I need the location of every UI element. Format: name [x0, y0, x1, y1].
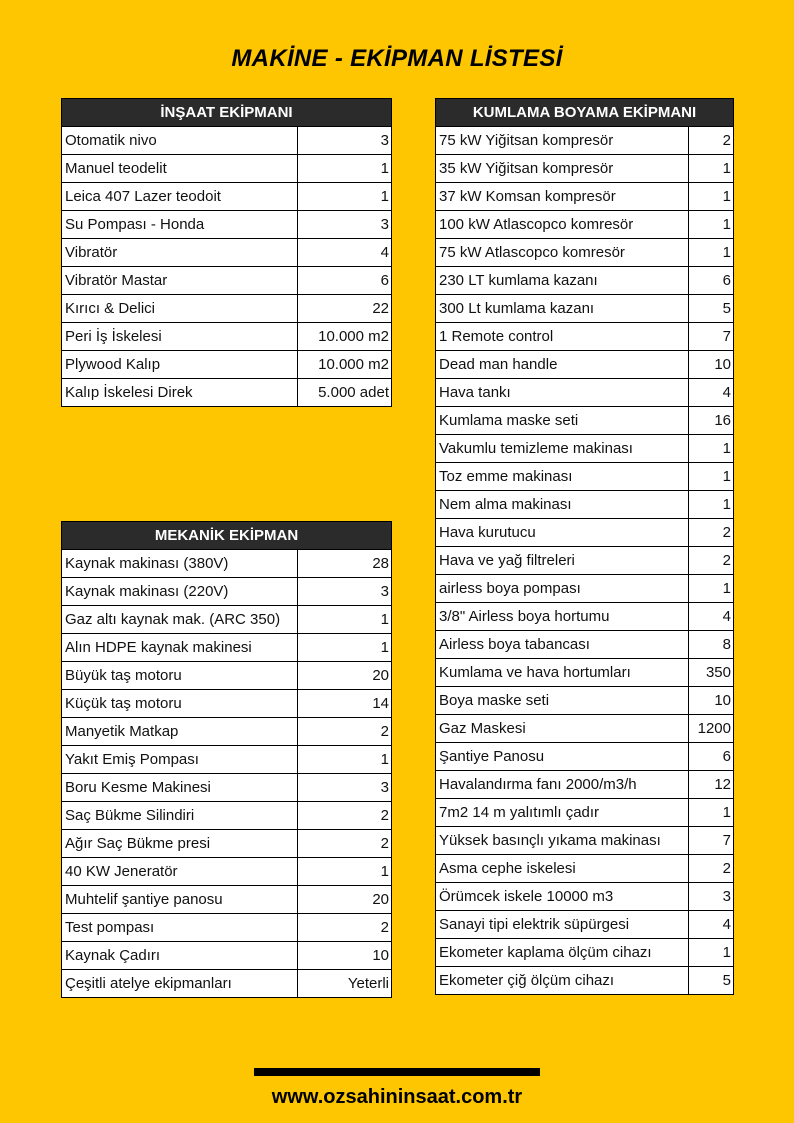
table-row: [436, 883, 734, 911]
equipment-quantity: 1: [689, 491, 734, 519]
equipment-quantity: 2: [689, 547, 734, 575]
equipment-quantity: 3: [298, 578, 392, 606]
equipment-quantity: 1: [689, 575, 734, 603]
table-row: [62, 774, 392, 802]
table-row: [62, 267, 392, 295]
equipment-quantity: 3: [298, 211, 392, 239]
equipment-quantity: Yeterli: [298, 970, 392, 998]
equipment-quantity: 6: [689, 267, 734, 295]
table-row: [436, 603, 734, 631]
equipment-name: 100 kW Atlascopco komresör: [436, 211, 689, 239]
equipment-quantity: 1: [689, 799, 734, 827]
equipment-name: Büyük taş motoru: [62, 662, 298, 690]
table-row: [62, 578, 392, 606]
equipment-name: Gaz Maskesi: [436, 715, 689, 743]
insaat-table-header: İNŞAAT EKİPMANI: [62, 99, 392, 127]
table-row: [436, 575, 734, 603]
equipment-name: 300 Lt kumlama kazanı: [436, 295, 689, 323]
equipment-name: Toz emme makinası: [436, 463, 689, 491]
table-row: [436, 631, 734, 659]
equipment-name: Manyetik Matkap: [62, 718, 298, 746]
page-title: MAKİNE - EKİPMAN LİSTESİ: [231, 45, 563, 72]
equipment-name: Çeşitli atelye ekipmanları: [62, 970, 298, 998]
table-row: [436, 911, 734, 939]
equipment-quantity: 2: [298, 718, 392, 746]
equipment-name: Yakıt Emiş Pompası: [62, 746, 298, 774]
equipment-quantity: 20: [298, 662, 392, 690]
equipment-quantity: 1200: [689, 715, 734, 743]
equipment-name: Boya maske seti: [436, 687, 689, 715]
equipment-name: Hava tankı: [436, 379, 689, 407]
table-row: [62, 606, 392, 634]
table-row: [62, 830, 392, 858]
table-row: [62, 351, 392, 379]
equipment-quantity: 1: [298, 746, 392, 774]
equipment-quantity: 4: [689, 379, 734, 407]
table-row: [436, 827, 734, 855]
equipment-name: Vibratör Mastar: [62, 267, 298, 295]
table-row: [62, 746, 392, 774]
equipment-name: Kırıcı & Delici: [62, 295, 298, 323]
table-row: [62, 379, 392, 407]
equipment-quantity: 4: [689, 911, 734, 939]
equipment-name: 1 Remote control: [436, 323, 689, 351]
equipment-quantity: 10: [689, 351, 734, 379]
table-row: [436, 855, 734, 883]
equipment-quantity: 1: [298, 606, 392, 634]
equipment-name: airless boya pompası: [436, 575, 689, 603]
table-row: [62, 858, 392, 886]
equipment-quantity: 5.000 adet: [298, 379, 392, 407]
equipment-name: Yüksek basınçlı yıkama makinası: [436, 827, 689, 855]
table-row: [62, 690, 392, 718]
table-row: [436, 211, 734, 239]
equipment-quantity: 4: [689, 603, 734, 631]
table-row: [436, 799, 734, 827]
equipment-quantity: 10: [298, 942, 392, 970]
table-row: [436, 155, 734, 183]
equipment-name: Küçük taş motoru: [62, 690, 298, 718]
equipment-quantity: 2: [689, 519, 734, 547]
table-row: [62, 295, 392, 323]
table-row: [62, 718, 392, 746]
kumlama-table-header: KUMLAMA BOYAMA EKİPMANI: [436, 99, 734, 127]
equipment-name: Ağır Saç Bükme presi: [62, 830, 298, 858]
equipment-name: Kaynak Çadırı: [62, 942, 298, 970]
table-row: [436, 323, 734, 351]
table-row: [62, 550, 392, 578]
table-row: [62, 239, 392, 267]
table-row: [62, 634, 392, 662]
equipment-name: 75 kW Yiğitsan kompresör: [436, 127, 689, 155]
equipment-name: Havalandırma fanı 2000/m3/h: [436, 771, 689, 799]
equipment-quantity: 1: [298, 183, 392, 211]
equipment-quantity: 12: [689, 771, 734, 799]
equipment-quantity: 2: [689, 855, 734, 883]
equipment-quantity: 10: [689, 687, 734, 715]
equipment-quantity: 1: [689, 435, 734, 463]
equipment-quantity: 14: [298, 690, 392, 718]
equipment-name: Su Pompası - Honda: [62, 211, 298, 239]
table-row: [436, 687, 734, 715]
equipment-quantity: 20: [298, 886, 392, 914]
kumlama-equipment-table: [435, 98, 734, 995]
equipment-name: 40 KW Jeneratör: [62, 858, 298, 886]
insaat-equipment-table: [61, 98, 392, 407]
table-row: [436, 771, 734, 799]
equipment-quantity: 2: [298, 830, 392, 858]
equipment-name: Saç Bükme Silindiri: [62, 802, 298, 830]
table-row: [62, 914, 392, 942]
equipment-name: Boru Kesme Makinesi: [62, 774, 298, 802]
table-row: [62, 183, 392, 211]
mekanik-table-header: MEKANİK EKİPMAN: [62, 522, 392, 550]
equipment-name: Asma cephe iskelesi: [436, 855, 689, 883]
table-row: [62, 970, 392, 998]
mekanik-equipment-table: [61, 521, 392, 998]
equipment-name: Ekometer çiğ ölçüm cihazı: [436, 967, 689, 995]
equipment-quantity: 1: [689, 239, 734, 267]
table-row: [436, 127, 734, 155]
equipment-name: Nem alma makinası: [436, 491, 689, 519]
equipment-name: 3/8" Airless boya hortumu: [436, 603, 689, 631]
equipment-name: Hava ve yağ filtreleri: [436, 547, 689, 575]
equipment-name: Vakumlu temizleme makinası: [436, 435, 689, 463]
equipment-name: 35 kW Yiğitsan kompresör: [436, 155, 689, 183]
table-row: [436, 239, 734, 267]
table-row: [436, 715, 734, 743]
equipment-quantity: 22: [298, 295, 392, 323]
equipment-name: Kumlama maske seti: [436, 407, 689, 435]
equipment-quantity: 7: [689, 827, 734, 855]
equipment-name: Leica 407 Lazer teodoit: [62, 183, 298, 211]
equipment-quantity: 1: [689, 211, 734, 239]
table-row: [436, 547, 734, 575]
equipment-name: Otomatik nivo: [62, 127, 298, 155]
equipment-name: Kaynak makinası (380V): [62, 550, 298, 578]
table-row: [62, 802, 392, 830]
table-row: [436, 743, 734, 771]
table-row: [436, 183, 734, 211]
equipment-quantity: 1: [689, 155, 734, 183]
table-row: [436, 407, 734, 435]
table-row: [62, 662, 392, 690]
equipment-name: Kumlama ve hava hortumları: [436, 659, 689, 687]
footer-divider: [254, 1068, 540, 1076]
table-row: [436, 659, 734, 687]
equipment-name: Dead man handle: [436, 351, 689, 379]
equipment-name: 75 kW Atlascopco komresör: [436, 239, 689, 267]
equipment-name: Manuel teodelit: [62, 155, 298, 183]
table-row: [436, 519, 734, 547]
equipment-quantity: 1: [298, 155, 392, 183]
equipment-name: Vibratör: [62, 239, 298, 267]
equipment-name: Sanayi tipi elektrik süpürgesi: [436, 911, 689, 939]
table-row: [62, 127, 392, 155]
table-row: [436, 939, 734, 967]
equipment-quantity: 8: [689, 631, 734, 659]
equipment-quantity: 10.000 m2: [298, 351, 392, 379]
equipment-quantity: 5: [689, 295, 734, 323]
equipment-quantity: 1: [689, 939, 734, 967]
equipment-quantity: 3: [298, 127, 392, 155]
equipment-quantity: 16: [689, 407, 734, 435]
equipment-quantity: 1: [298, 858, 392, 886]
equipment-name: 7m2 14 m yalıtımlı çadır: [436, 799, 689, 827]
equipment-name: Örümcek iskele 10000 m3: [436, 883, 689, 911]
table-row: [62, 155, 392, 183]
equipment-name: Şantiye Panosu: [436, 743, 689, 771]
equipment-name: Gaz altı kaynak mak. (ARC 350): [62, 606, 298, 634]
equipment-name: Plywood Kalıp: [62, 351, 298, 379]
equipment-quantity: 3: [298, 774, 392, 802]
equipment-quantity: 1: [689, 183, 734, 211]
equipment-quantity: 10.000 m2: [298, 323, 392, 351]
table-row: [436, 351, 734, 379]
equipment-name: Kaynak makinası (220V): [62, 578, 298, 606]
table-row: [436, 435, 734, 463]
table-row: [62, 323, 392, 351]
footer-website-url: www.ozsahininsaat.com.tr: [271, 1086, 523, 1108]
equipment-name: 37 kW Komsan kompresör: [436, 183, 689, 211]
table-row: [436, 463, 734, 491]
equipment-quantity: 28: [298, 550, 392, 578]
equipment-name: Test pompası: [62, 914, 298, 942]
equipment-quantity: 2: [689, 127, 734, 155]
equipment-quantity: 6: [689, 743, 734, 771]
equipment-quantity: 3: [689, 883, 734, 911]
table-row: [62, 211, 392, 239]
equipment-quantity: 7: [689, 323, 734, 351]
equipment-quantity: 2: [298, 802, 392, 830]
equipment-quantity: 2: [298, 914, 392, 942]
equipment-name: Peri İş İskelesi: [62, 323, 298, 351]
table-row: [62, 942, 392, 970]
equipment-quantity: 1: [298, 634, 392, 662]
table-row: [436, 267, 734, 295]
equipment-name: Alın HDPE kaynak makinesi: [62, 634, 298, 662]
equipment-quantity: 4: [298, 239, 392, 267]
equipment-quantity: 1: [689, 463, 734, 491]
equipment-quantity: 6: [298, 267, 392, 295]
equipment-name: Kalıp İskelesi Direk: [62, 379, 298, 407]
equipment-name: Muhtelif şantiye panosu: [62, 886, 298, 914]
table-row: [436, 379, 734, 407]
table-row: [62, 886, 392, 914]
table-row: [436, 491, 734, 519]
equipment-quantity: 5: [689, 967, 734, 995]
table-row: [436, 967, 734, 995]
equipment-quantity: 350: [689, 659, 734, 687]
equipment-name: Ekometer kaplama ölçüm cihazı: [436, 939, 689, 967]
equipment-name: Airless boya tabancası: [436, 631, 689, 659]
equipment-name: Hava kurutucu: [436, 519, 689, 547]
equipment-name: 230 LT kumlama kazanı: [436, 267, 689, 295]
table-row: [436, 295, 734, 323]
